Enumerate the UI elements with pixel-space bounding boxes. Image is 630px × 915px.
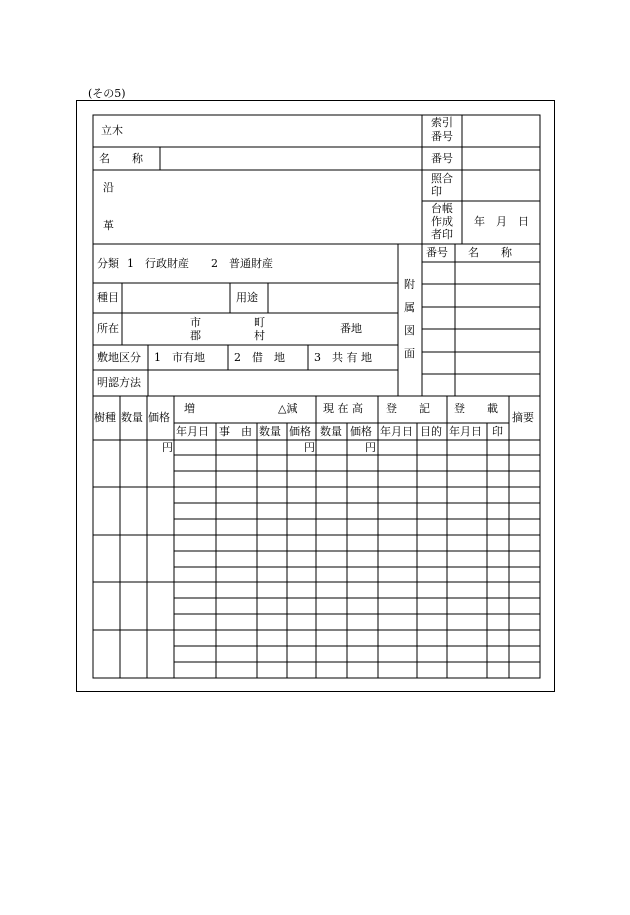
attached-number-header: 番号 [426, 246, 448, 259]
location-label: 所在 [97, 322, 119, 335]
lot-number-label: 番地 [340, 322, 362, 335]
number-label: 番号 [431, 152, 453, 165]
land-class-option-leased: 2 借 地 [234, 351, 285, 364]
price-header: 価格 [148, 411, 170, 424]
attached-drawings-label-3: 図 [404, 324, 415, 337]
yen-mark-change-price: 円 [304, 441, 315, 454]
classification-label: 分類 [97, 257, 119, 270]
sub-current-price-header: 価格 [350, 425, 372, 438]
ledger-creator-label-3: 者印 [431, 228, 453, 241]
land-class-option-shared: 3 共 有 地 [314, 351, 372, 364]
sub-reason-header: 事 由 [219, 425, 252, 438]
index-number-label-1: 索引 [431, 116, 453, 129]
yen-mark-current-price: 円 [365, 441, 376, 454]
sub-price-header: 価格 [289, 425, 311, 438]
use-label: 用途 [236, 291, 258, 304]
sub-reg-date-header: 年月日 [380, 425, 413, 438]
remarks-header: 摘要 [512, 411, 534, 424]
sub-date-header: 年月日 [176, 425, 209, 438]
increase-header: 増 [184, 402, 195, 415]
form-title: 立木 [101, 124, 123, 137]
current-amount-header: 現 在 高 [323, 402, 363, 415]
form-note: (その5) [88, 87, 126, 100]
ledger-creator-label-1: 台帳 [431, 202, 453, 215]
history-label-2: 革 [103, 219, 114, 232]
attached-drawings-label-1: 附 [404, 278, 415, 291]
city-label: 市 [190, 316, 201, 329]
decrease-header: △減 [278, 402, 298, 415]
verify-seal-label-1: 照合 [431, 172, 453, 185]
land-class-label: 敷地区分 [97, 351, 141, 364]
registration-header: 登 記 [386, 402, 430, 415]
sub-reg-purpose-header: 目的 [420, 425, 442, 438]
town-label: 町 [254, 316, 265, 329]
type-label: 種目 [97, 291, 119, 304]
attached-drawings-label-4: 面 [404, 347, 415, 360]
yen-mark-price: 円 [162, 441, 173, 454]
attached-drawings-label-2: 属 [404, 301, 415, 314]
name-label: 名 称 [99, 152, 143, 165]
method-label: 明認方法 [97, 376, 141, 389]
sub-current-quantity-header: 数量 [320, 425, 342, 438]
land-class-option-city: 1 市有地 [154, 351, 205, 364]
attached-name-header: 名 称 [468, 246, 512, 259]
gun-label: 郡 [190, 329, 201, 342]
sub-list-seal-header: 印 [492, 425, 503, 438]
ledger-creator-label-2: 作成 [431, 215, 453, 228]
sub-quantity-header: 数量 [259, 425, 281, 438]
listing-header: 登 載 [454, 402, 498, 415]
quantity-header: 数量 [121, 411, 143, 424]
history-label-1: 沿 [103, 181, 114, 194]
index-number-label-2: 番号 [431, 130, 453, 143]
sub-list-date-header: 年月日 [449, 425, 482, 438]
verify-seal-label-2: 印 [431, 185, 442, 198]
village-label: 村 [254, 329, 265, 342]
species-header: 樹種 [94, 411, 116, 424]
classification-value: 1 行政財産 2 普通財産 [127, 257, 273, 270]
date-label: 年 月 日 [474, 215, 529, 228]
